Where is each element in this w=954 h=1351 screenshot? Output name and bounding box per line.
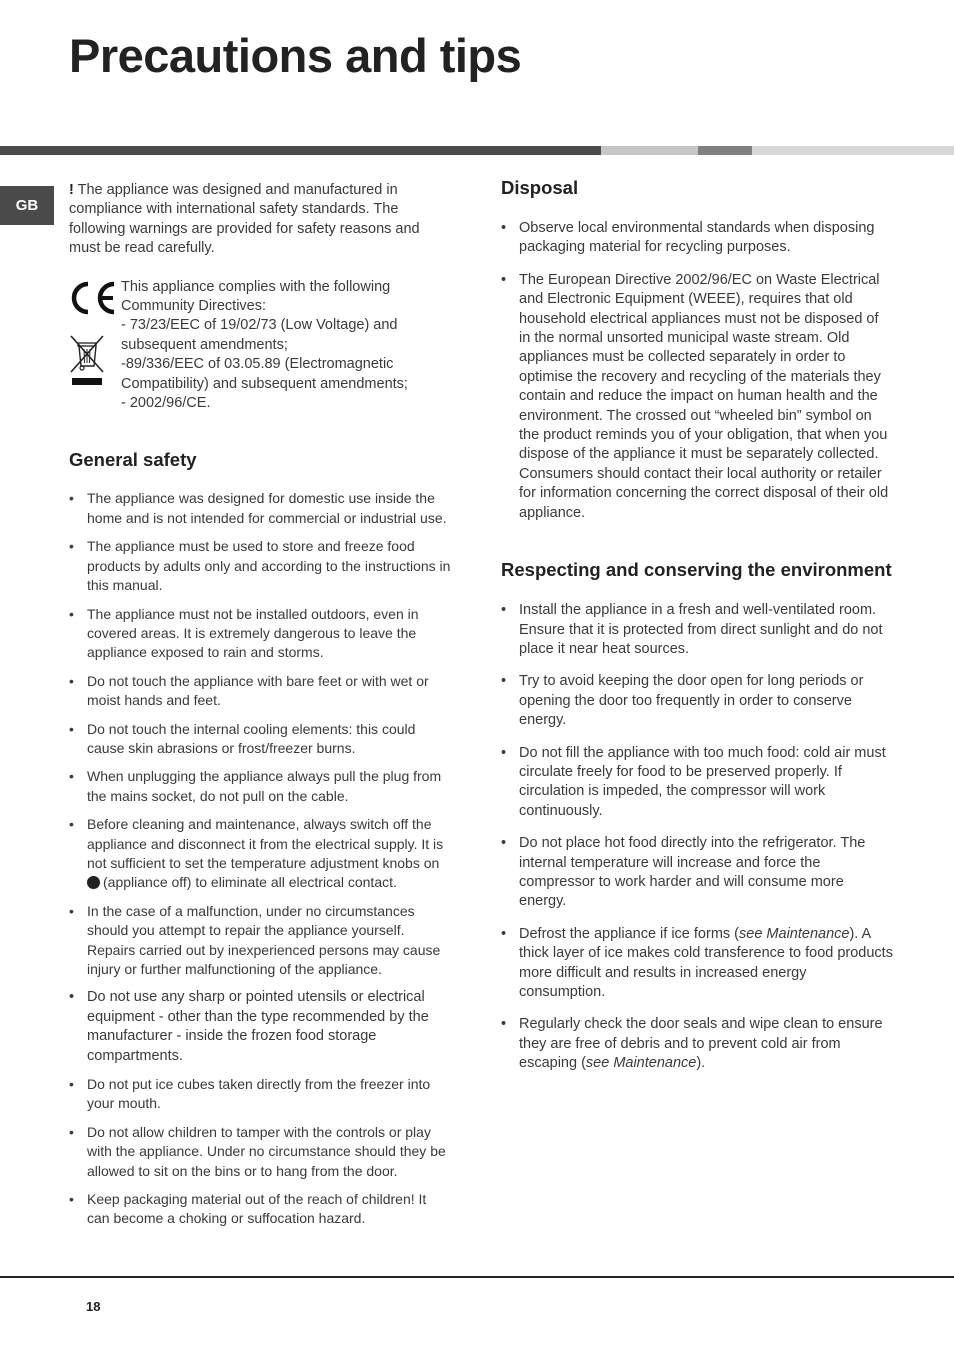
page-title: Precautions and tips (69, 29, 522, 82)
list-item (501, 925, 893, 1003)
compliance-block (69, 278, 451, 414)
general-safety-list (69, 489, 451, 1228)
general-safety-heading: General safety (69, 449, 197, 471)
environment-list (501, 601, 893, 1074)
disposal-list (501, 219, 893, 523)
header-rule-dark (0, 146, 601, 155)
off-position-dot-icon (87, 876, 100, 889)
list-item: • Keep packaging material out of the reach of children! It can become a choking or suffocation hazard. (69, 1190, 451, 1229)
list-item: • The appliance was designed for domestic use inside the home and is not intended for commercial or industrial use. (69, 489, 451, 528)
list-item: • Do not touch the internal cooling elements: this could cause skin abrasions or frost/freezer burns. (69, 720, 451, 759)
environment-heading: Respecting and conserving the environment (501, 559, 892, 581)
list-item-text: Regularly check the door seals and wipe clean to ensure they are free of debris and to prevent cold air from escaping ( (519, 1016, 883, 1072)
list-item (69, 815, 451, 893)
compliance-line: - 73/23/EEC of 19/02/73 (Low Voltage) and subsequent amendments; (121, 317, 398, 353)
list-item-text: ). (696, 1055, 706, 1072)
list-item-text: Before cleaning and maintenance, always switch off the appliance and disconnect it from the electrical supply. It is not sufficient to set the temperature adjustment knobs on (87, 816, 444, 871)
compliance-line: - 2002/96/CE. (121, 395, 211, 412)
list-item-continuation: Consumers should contact their local authority or retailer for information concerning the correct disposal of their old appliance. (519, 465, 889, 521)
list-item: • Do not place hot food directly into the refrigerator. The internal temperature will increase and force the compressor to work harder and will consume more energy. (501, 834, 893, 912)
list-item-text: Defrost the appliance if ice forms ( (519, 925, 740, 942)
left-column (69, 181, 451, 1238)
crossed-out-wheeled-bin-icon (69, 334, 105, 388)
list-item: • Try to avoid keeping the door open for long periods or opening the door too frequently in order to conserve energy. (501, 672, 893, 730)
intro-paragraph (69, 181, 451, 259)
compliance-line: This appliance complies with the following Community Directives: (121, 278, 391, 315)
header-rule-mid (698, 146, 752, 155)
list-item (501, 1015, 893, 1073)
header-rule-light-end (752, 146, 954, 155)
list-item: • Do not allow children to tamper with the controls or play with the appliance. Under no circumstance should they be allowed to sit on the bins or to hang from the door. (69, 1123, 451, 1181)
list-item: • Do not touch the appliance with bare feet or with wet or moist hands and feet. (69, 672, 451, 711)
right-column (501, 178, 893, 1087)
maintenance-reference: see Maintenance (739, 925, 850, 942)
list-item: • When unplugging the appliance always pull the plug from the mains socket, do not pull on the cable. (69, 767, 451, 806)
intro-text: The appliance was designed and manufactured in compliance with international safety standards. The following warnings are provided for safety reasons and must be read carefully. (69, 182, 420, 257)
list-item: • Observe local environmental standards when disposing packaging material for recycling purposes. (501, 219, 893, 258)
footer-rule (0, 1276, 954, 1278)
list-item (501, 271, 893, 523)
language-tab: GB (0, 186, 54, 225)
compliance-text (121, 278, 451, 414)
compliance-icons (69, 278, 121, 414)
page-number: 18 (86, 1299, 101, 1314)
warning-mark: ! (69, 182, 74, 198)
list-item: • Do not fill the appliance with too much food: cold air must circulate freely for food to be preserved properly. If circulation is impeded, the compressor will work continuously. (501, 744, 893, 822)
list-item: • In the case of a malfunction, under no circumstances should you attempt to repair the appliance yourself. Repairs carried out by inexperienced persons may cause injury or further malfunctioning of the appliance. (69, 902, 451, 980)
list-item-text: • The European Directive 2002/96/EC on Waste Electrical and Electronic Equipment (WEEE), requires that old household electrical appliances must not be disposed of in the normal unsorted municipal waste stream. Old appliances must be collected separately in order to optimise the recovery and recycling of the materials they contain and reduce the impact on human health and the environment. The crossed out “wheeled bin” symbol on the product reminds you of your obligation, that when you dispose of the appliance it must be separately collected. (519, 271, 888, 463)
header-rule-light (601, 146, 698, 155)
list-item: • The appliance must not be installed outdoors, even in covered areas. It is extremely dangerous to leave the appliance exposed to rain and storms. (69, 605, 451, 663)
list-item-text: ). A thick layer of ice makes cold transference to food products more difficult and results in increased energy consumption. (519, 925, 893, 1000)
list-item: • The appliance must be used to store and freeze food products by adults only and according to the instructions in this manual. (69, 537, 451, 595)
list-item-text-tail: (appliance off) to eliminate all electrical contact. (103, 874, 397, 891)
list-item: • Do not put ice cubes taken directly from the freezer into your mouth. (69, 1075, 451, 1114)
disposal-heading: Disposal (501, 177, 579, 198)
compliance-line: -89/336/EEC of 03.05.89 (Electromagnetic Compatibility) and subsequent amendments; (121, 356, 408, 392)
maintenance-reference: see Maintenance (585, 1055, 697, 1072)
ce-mark-icon (69, 280, 117, 316)
list-item: • Install the appliance in a fresh and well-ventilated room. Ensure that it is protected from direct sunlight and do not place it near heat sources. (501, 601, 893, 659)
list-item: • Do not use any sharp or pointed utensils or electrical equipment - other than the type recommended by the manufacturer - inside the frozen food storage compartments. (69, 988, 451, 1066)
